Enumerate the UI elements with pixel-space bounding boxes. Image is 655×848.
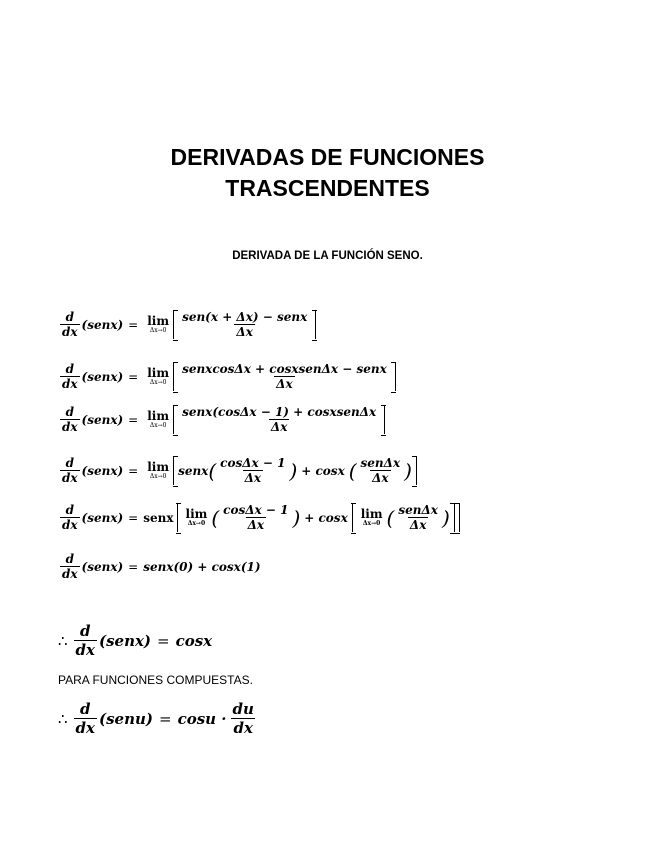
limit-operator: lim Δx→0 — [147, 365, 170, 386]
equals-sign: = — [157, 631, 170, 650]
title-line-1: DERIVADAS DE FUNCIONES — [170, 144, 485, 170]
limit-operator: lim Δx→0 — [147, 408, 170, 429]
page-title — [0, 142, 655, 204]
equation-line-6 — [58, 552, 261, 581]
bracket-group: lim Δx→0 ( $\frac{\cos\Delta x - 1}{\Delta x}$ ) + cosx lim Δx→0 ( $\frac{\text{senΔx}}{\Delta x}$ ) — [177, 503, 460, 532]
bracket-group — [173, 362, 396, 391]
derivative-operator: $\frac{d}{dx}$ — [62, 456, 78, 485]
sen-quotient: $\frac{\text{senΔx}}{\Delta x}$ — [360, 456, 401, 485]
result-line — [58, 622, 212, 659]
derivative-operator: $\frac{d}{dx}$ — [62, 503, 78, 532]
result-value: cosx — [175, 631, 213, 650]
function-arg: (senx) — [81, 510, 124, 525]
limit-operator: lim Δx→0 — [185, 506, 208, 527]
bracket-group — [173, 405, 385, 434]
therefore-symbol: ∴ — [58, 709, 68, 728]
section-subtitle: DERIVADA DE LA FUNCIÓN SENO. — [232, 250, 423, 262]
sen-quotient: $\frac{\text{senΔx}}{\Delta x}$ — [398, 503, 438, 532]
function-arg: (senx) — [81, 463, 124, 478]
inner-bracket: lim Δx→0 ( $\frac{\text{senΔx}}{\Delta x}$ ) — [352, 503, 455, 532]
limit-operator: lim Δx→0 — [147, 459, 170, 480]
derivative-operator: $\frac{d}{dx}$ — [62, 362, 78, 391]
compound-functions-heading: PARA FUNCIONES COMPUESTAS. — [58, 673, 253, 687]
title-line-2: TRASCENDENTES — [225, 175, 430, 201]
cosx-term: + cosx — [304, 510, 348, 525]
equals-sign: = — [128, 559, 139, 574]
equation-line-5 — [58, 503, 460, 532]
function-arg: (senx) — [81, 412, 124, 427]
senx-term: senx — [143, 510, 174, 525]
evaluated-limits: senx(0) + cosx(1) — [143, 559, 261, 574]
cos-quotient: $\frac{\cos\Delta x - 1}{\Delta x}$ — [220, 456, 286, 485]
factored-quotient: $\frac{\text{senx(cosΔx − 1) + cosxsenΔx}}{\Delta x}$ — [182, 405, 377, 434]
difference-quotient: $\frac{\text{sen(x + Δx) − senx}}{\Delta x}$ — [182, 310, 308, 339]
cosx-term: + cosx — [301, 463, 345, 478]
equals-sign: = — [128, 412, 139, 427]
equals-sign: = — [128, 317, 139, 332]
function-arg: (senx) — [81, 317, 124, 332]
equation-line-4 — [58, 456, 417, 485]
derivative-operator: $\frac{d}{dx}$ — [75, 622, 95, 659]
cos-quotient: $\frac{\cos\Delta x - 1}{\Delta x}$ — [223, 503, 289, 532]
bracket-group: senx ( $\frac{\cos\Delta x - 1}{\Delta x}$ ) + cosx ( $\frac{\text{senΔx}}{\Delta x}$ ) — [173, 456, 417, 485]
cosu-term: cosu · — [177, 709, 227, 728]
equals-sign: = — [128, 369, 139, 384]
chain-rule-line — [58, 700, 258, 737]
du-dx-fraction: $\frac{du}{dx}$ — [232, 700, 254, 737]
senx-term: senx — [178, 463, 209, 478]
derivative-operator: $\frac{d}{dx}$ — [62, 552, 78, 581]
limit-operator: lim Δx→0 — [360, 506, 383, 527]
bracket-group — [173, 310, 316, 339]
limit-operator: lim Δx→0 — [147, 313, 170, 334]
function-arg: (senu) — [98, 709, 153, 728]
derivative-operator: $\frac{d}{dx}$ — [62, 310, 78, 339]
derivative-operator: $\frac{d}{dx}$ — [75, 700, 95, 737]
expanded-quotient: $\frac{\text{senxcosΔx + cosxsenΔx − senx}}{\Delta x}$ — [182, 362, 387, 391]
equation-line-1 — [58, 310, 316, 339]
derivative-operator: $\frac{d}{dx}$ — [62, 405, 78, 434]
function-arg: (senx) — [81, 369, 124, 384]
equals-sign: = — [158, 709, 172, 728]
function-arg: (senx) — [98, 631, 152, 650]
equals-sign: = — [128, 463, 139, 478]
function-arg: (senx) — [81, 559, 124, 574]
equation-line-2 — [58, 362, 396, 391]
equation-line-3 — [58, 405, 385, 434]
equals-sign: = — [128, 510, 139, 525]
therefore-symbol: ∴ — [58, 631, 68, 650]
